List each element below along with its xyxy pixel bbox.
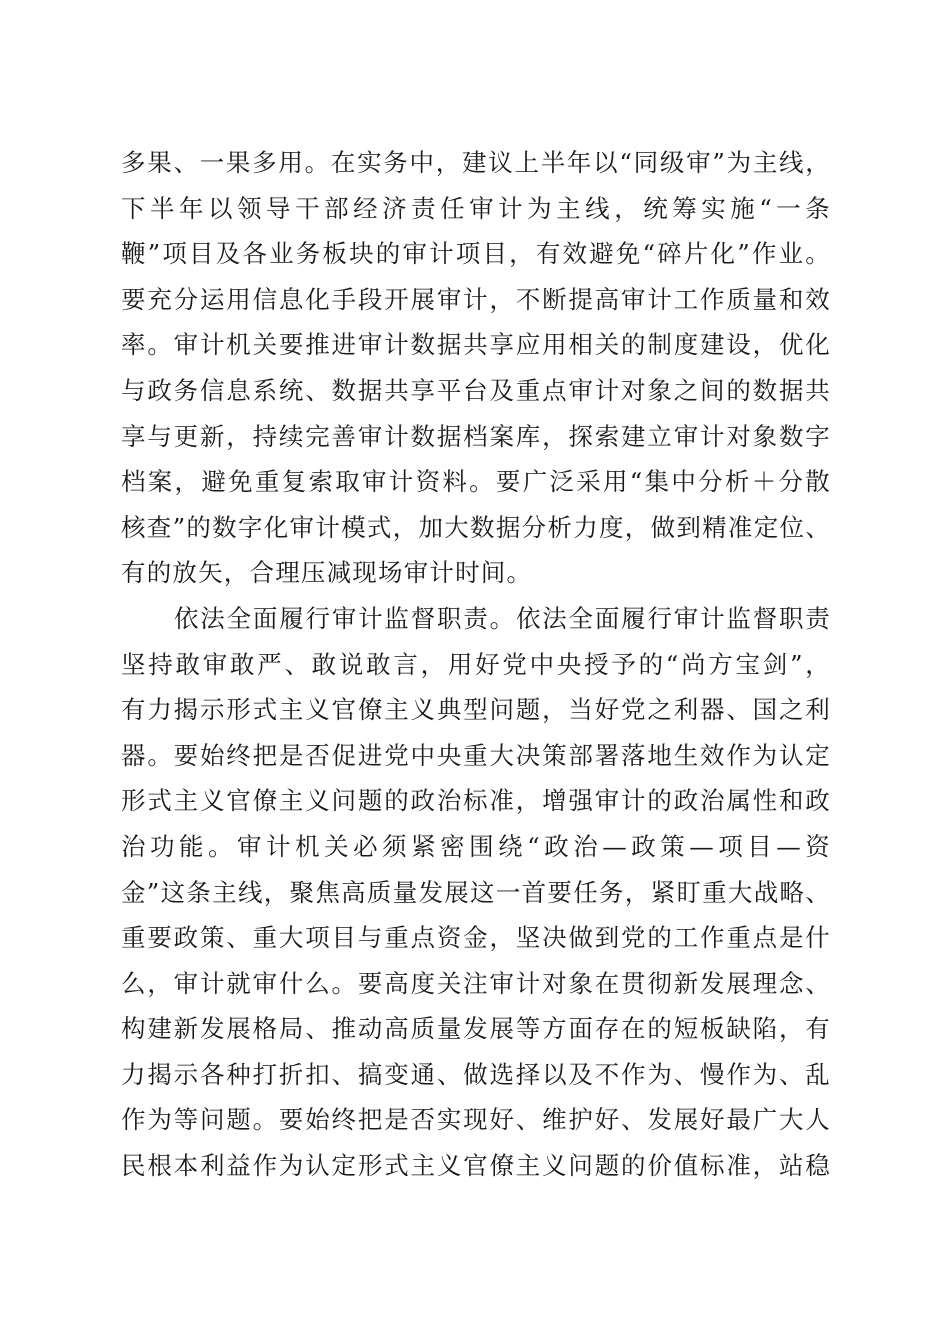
text-line: 重要政策、重大项目与重点资金，坚决做到党的工作重点是什 (121, 923, 831, 953)
text-line: 么，审计就审什么。要高度关注审计对象在贯彻新发展理念、 (121, 968, 831, 998)
text-line: 治功能。审计机关必须紧密围绕“政治—政策—项目—资 (121, 831, 831, 861)
text-line: 下半年以领导干部经济责任审计为主线，统筹实施“一条 (121, 193, 831, 223)
text-line: 有的放矢，合理压减现场审计时间。 (121, 558, 533, 588)
text-line: 坚持敢审敢严、敢说敢言，用好党中央授予的“尚方宝剑”， (121, 649, 831, 679)
text-line: 享与更新，持续完善审计数据档案库，探索建立审计对象数字 (121, 421, 831, 451)
text-line: 形式主义官僚主义问题的政治标准，增强审计的政治属性和政 (121, 786, 831, 816)
text-line: 民根本利益作为认定形式主义官僚主义问题的价值标准，站稳 (121, 1151, 831, 1181)
text-line: 构建新发展格局、推动高质量发展等方面存在的短板缺陷，有 (121, 1014, 831, 1044)
text-line: 要充分运用信息化手段开展审计，不断提高审计工作质量和效 (121, 284, 831, 314)
document-body (121, 140, 831, 1189)
text-line: 力揭示各种打折扣、搞变通、做选择以及不作为、慢作为、乱 (121, 1059, 831, 1089)
text-line: 多果、一果多用。在实务中，建议上半年以“同级审”为主线， (121, 148, 831, 177)
text-line: 依法全面履行审计监督职责。依法全面履行审计监督职责 (174, 603, 831, 633)
text-line: 鞭”项目及各业务板块的审计项目，有效避免“碎片化”作业。 (121, 239, 831, 269)
text-line: 有力揭示形式主义官僚主义典型问题，当好党之利器、国之利 (121, 695, 831, 725)
text-line: 金”这条主线，聚焦高质量发展这一首要任务，紧盯重大战略、 (121, 877, 831, 907)
text-line: 档案，避免重复索取审计资料。要广泛采用“集中分析＋分散 (121, 467, 831, 497)
paragraph-1 (121, 140, 831, 596)
text-line: 率。审计机关要推进审计数据共享应用相关的制度建设，优化 (121, 330, 831, 360)
text-line: 作为等问题。要始终把是否实现好、维护好、发展好最广大人 (121, 1105, 831, 1135)
text-line: 与政务信息系统、数据共享平台及重点审计对象之间的数据共 (121, 375, 831, 405)
text-line: 核查”的数字化审计模式，加大数据分析力度，做到精准定位、 (121, 512, 831, 542)
paragraph-2 (121, 596, 831, 1189)
text-line: 器。要始终把是否促进党中央重大决策部署落地生效作为认定 (121, 740, 831, 770)
